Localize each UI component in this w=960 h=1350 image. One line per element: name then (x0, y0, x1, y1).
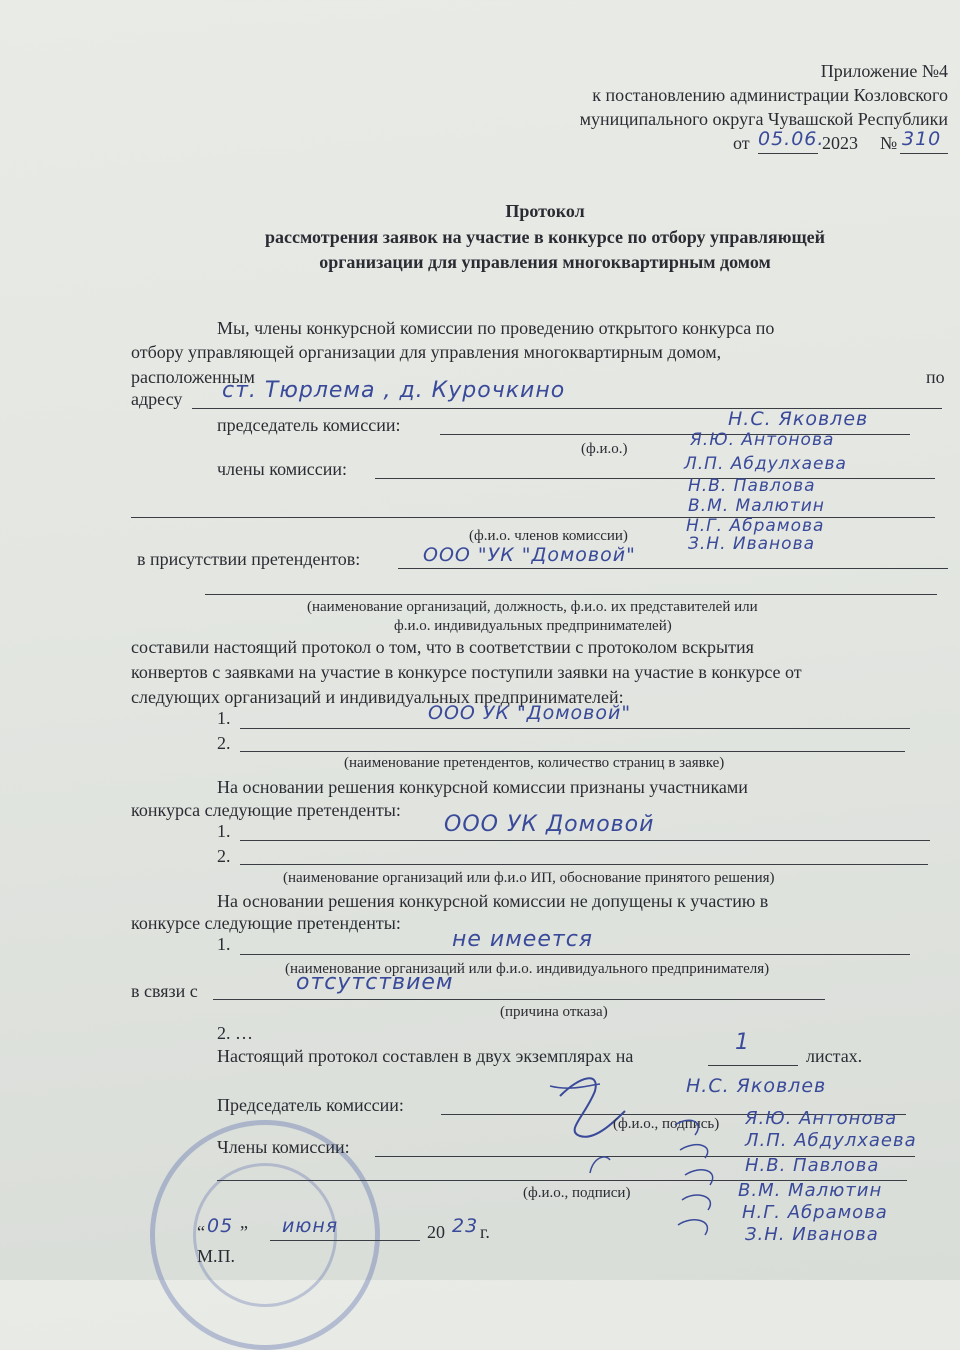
sig-member-hw-3: Н.В. Павлова (745, 1155, 880, 1176)
sig-member-hw-4: В.М. Малютин (738, 1180, 883, 1201)
member-hw-1: Я.Ю. Антонова (690, 430, 835, 450)
sig-date-day: 05 (207, 1215, 234, 1237)
copies-suffix: листах. (806, 1046, 863, 1066)
rejected-line-1: На основании решения конкурсной комиссии не допущены к участию в (217, 891, 769, 911)
sig-chair-caption: (ф.и.о., подпись) (613, 1116, 720, 1132)
copies-text: Настоящий протокол составлен в двух экземплярах на (217, 1046, 634, 1066)
rejected-item-1-handwritten: не имеется (452, 927, 594, 952)
sig-date-month: июня (282, 1215, 339, 1237)
member-hw-5: Н.Г. Абрамова (686, 516, 825, 536)
sig-chair-name-handwritten: Н.С. Яковлев (686, 1075, 827, 1097)
admitted-caption: (наименование организаций или ф.и.о ИП, обоснование принятого решения) (283, 870, 775, 886)
apps-underline-2 (240, 751, 905, 752)
sig-member-hw-6: З.Н. Иванова (745, 1224, 879, 1245)
reason-caption: (причина отказа) (500, 1004, 608, 1020)
date-prefix: от (733, 133, 750, 153)
doc-subtitle-2: организации для управления многоквартирным домом (319, 252, 771, 272)
copies-underline (708, 1065, 798, 1066)
doc-subtitle-1: рассмотрения заявок на участие в конкурсе по отбору управляющей (264, 227, 826, 247)
admitted-num-2: 2. (217, 846, 231, 866)
apps-num-1: 1. (217, 708, 231, 728)
number-prefix: № (880, 133, 898, 153)
admitted-underline-2 (240, 864, 928, 865)
admitted-num-1: 1. (217, 821, 231, 841)
member-initial-signature-icon (585, 1148, 615, 1178)
rejected-caption: (наименование организаций или ф.и.о. индивидуального предпринимателя) (285, 961, 770, 977)
address-handwritten: ст. Тюрлема , д. Курочкино (222, 378, 566, 403)
chair-signature-icon (540, 1066, 630, 1146)
sig-chair-label: Председатель комиссии: (217, 1095, 404, 1115)
intro-line-2: отбору управляющей организации для управления многоквартирным домом, (131, 342, 722, 362)
apps-item-1-handwritten: ООО УК "Домовой" (428, 702, 632, 724)
sig-date-close-quote: ” (240, 1222, 248, 1242)
number-handwritten: 310 (902, 128, 942, 150)
apps-caption: (наименование претендентов, количество страниц в заявке) (344, 755, 725, 771)
rejected-underline-1 (240, 954, 910, 955)
intro-line-3-left: расположенным (131, 367, 255, 387)
presence-underline (398, 568, 948, 569)
admitted-line-2: конкурса следующие претенденты: (131, 800, 401, 820)
admitted-item-1-handwritten: ООО УК Домовой (444, 812, 655, 837)
admitted-underline-1 (240, 840, 930, 841)
sig-member-hw-1: Я.Ю. Антонова (745, 1108, 898, 1129)
members-caption: (ф.и.о. членов комиссии) (469, 528, 628, 544)
apps-line-2: конвертов с заявками на участие в конкурсе поступили заявки на участие в конкурсе от (131, 662, 802, 682)
presence-handwritten: ООО "УК "Домовой" (423, 544, 636, 566)
copies-handwritten: 1 (735, 1030, 750, 1055)
members-label: члены комиссии: (217, 459, 348, 479)
rejected-num-1: 1. (217, 934, 231, 954)
sig-date-open-quote: “ (197, 1222, 205, 1242)
chair-underline (440, 434, 910, 435)
members-underline-1 (375, 478, 935, 479)
member-hw-6: З.Н. Иванова (688, 534, 815, 554)
chair-handwritten: Н.С. Яковлев (728, 408, 869, 430)
sig-member-hw-2: Л.П. Абдулхаева (745, 1130, 917, 1151)
mp-label: М.П. (197, 1246, 236, 1266)
rejected-line-2: конкурсе следующие претенденты: (131, 913, 401, 933)
sig-members-caption: (ф.и.о., подписи) (523, 1185, 631, 1201)
sig-date-year-suffix: 23 (452, 1215, 479, 1237)
sig-members-label: Члены комиссии: (217, 1137, 350, 1157)
sig-date-year-prefix: 20 (427, 1222, 445, 1242)
apps-line-1: составили настоящий протокол о том, что в соответствии с протоколом вскрытия (131, 637, 754, 657)
intro-line-3-right: по (926, 367, 945, 387)
reason-underline (213, 999, 825, 1000)
date-handwritten: 05.06. (758, 128, 825, 150)
date-underline (758, 153, 818, 154)
presence-underline-2 (205, 594, 937, 595)
admitted-line-1: На основании решения конкурсной комиссии признаны участниками (217, 777, 748, 797)
sig-date-end: г. (480, 1222, 490, 1242)
presence-caption-1: (наименование организаций, должность, ф.и.о. их представителей или (307, 599, 758, 615)
sig-date-month-underline (270, 1240, 420, 1241)
address-label: адресу (131, 389, 183, 409)
member-hw-4: В.М. Малютин (688, 496, 825, 516)
presence-caption-2: ф.и.о. индивидуальных предпринимателей) (394, 618, 672, 634)
apps-line-3: следующих организаций и индивидуальных предпринимателей: (131, 687, 624, 707)
chair-label: председатель комиссии: (217, 415, 401, 435)
presence-label: в присутствии претендентов: (137, 549, 361, 569)
reason-label: в связи с (131, 981, 198, 1001)
intro-line-1: Мы, члены конкурсной комиссии по проведению открытого конкурса по (217, 318, 775, 338)
appendix-line-3: муниципального округа Чувашской Республики (579, 109, 948, 129)
sig-member-hw-5: Н.Г. Абрамова (742, 1202, 888, 1223)
number-underline (900, 153, 948, 154)
reason-handwritten: отсутствием (296, 970, 454, 995)
chair-fio-caption: (ф.и.о.) (581, 441, 628, 457)
doc-title: Протокол (505, 201, 585, 221)
apps-num-2: 2. (217, 733, 231, 753)
members-signatures-icon (660, 1110, 740, 1250)
rejected-num-2: 2. … (217, 1023, 253, 1043)
appendix-title: Приложение №4 (820, 61, 948, 81)
apps-underline-1 (240, 728, 910, 729)
member-hw-2: Л.П. Абдулхаева (684, 454, 847, 474)
date-year: 2023 (822, 133, 858, 153)
appendix-line-2: к постановлению администрации Козловского (592, 85, 948, 105)
member-hw-3: Н.В. Павлова (688, 476, 816, 496)
